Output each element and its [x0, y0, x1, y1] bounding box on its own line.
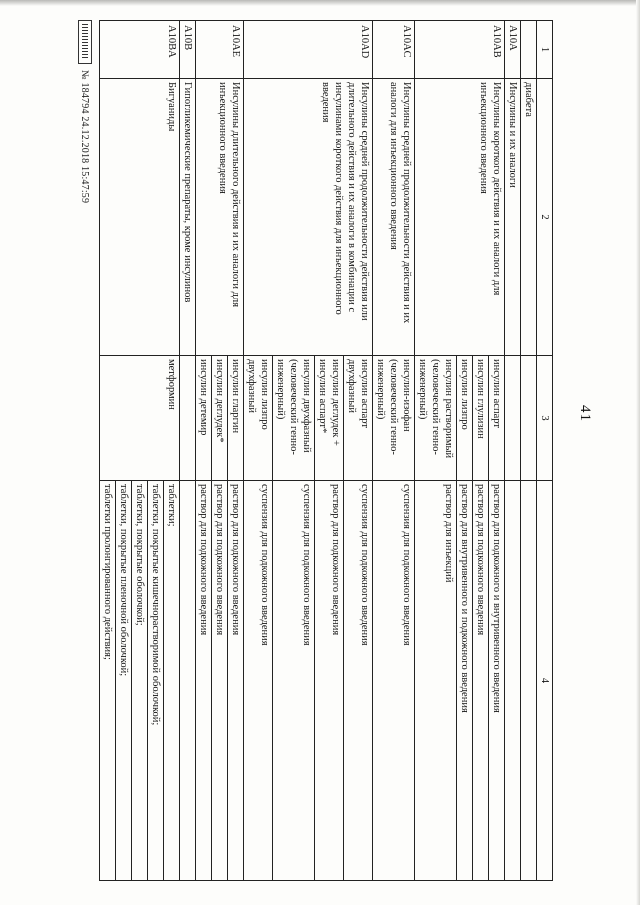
drug-name: инсулин растворимый (человеческий генно-инженерный) [415, 356, 457, 481]
dosage-form: суспензия для подкожного введения [344, 481, 373, 881]
header-col-2: 2 [537, 79, 553, 356]
dosage-form: раствор для подкожного введения [212, 481, 228, 881]
table-row [489, 21, 505, 881]
header-col-3: 3 [537, 356, 553, 481]
group-name: Гипогликемические препараты, кроме инсулинов [180, 79, 196, 356]
table-row [164, 21, 180, 881]
dosage-form: суспензия для подкожного введения [273, 481, 315, 881]
drug-name: инсулин деглудек* [212, 356, 228, 481]
group-name: Инсулины длительного действия и их аналоги для инъекционного введения [196, 79, 244, 356]
dosage-form: суспензия для подкожного введения [244, 481, 273, 881]
dosage-form: раствор для подкожного введения [228, 481, 244, 881]
group-name: диабета [521, 79, 537, 356]
dosage-form: таблетки; [164, 481, 180, 881]
header-col-4: 4 [537, 481, 553, 881]
table-row [180, 21, 196, 881]
dosage-form: раствор для подкожного введения [315, 481, 344, 881]
drug-name: инсулин аспарт [489, 356, 505, 481]
dosage-form: таблетки, покрытые оболочкой; [132, 481, 148, 881]
rotated-page [55, 20, 595, 880]
page-number: 41 [577, 405, 593, 422]
drug-name: инсулин детемир [196, 356, 212, 481]
dosage-form [180, 481, 196, 881]
dosage-form: раствор для подкожного введения [473, 481, 489, 881]
atc-code: A10AE [196, 21, 244, 79]
drug-name: инсулин гларгин [228, 356, 244, 481]
drug-name: инсулин двухфазный (человеческий генно-инженерный) [273, 356, 315, 481]
atc-code: A10A [505, 21, 521, 79]
group-name: Инсулины короткого действия и их аналоги для инъекционного введения [415, 79, 505, 356]
atc-code: A10BA [100, 21, 180, 79]
dosage-form [521, 481, 537, 881]
dosage-form: таблетки, покрытые кишечнорастворимой оболочкой; [148, 481, 164, 881]
stamp-logo [78, 20, 92, 64]
drug-name: инсулин-изофан (человеческий генно-инженерный) [373, 356, 415, 481]
dosage-form [505, 481, 521, 881]
drug-name: инсулин лизпро [457, 356, 473, 481]
dosage-form: раствор для подкожного введения [196, 481, 212, 881]
table-header-row [537, 21, 553, 881]
group-name: Инсулины и их аналоги [505, 79, 521, 356]
atc-code: A10B [180, 21, 196, 79]
group-name: Инсулины средней продолжительности действия или длительного действия и их аналоги в комбинации с инсулинами короткого действия для инъекционного введения [244, 79, 373, 356]
dosage-form: раствор для подкожного и внутривенного введения [489, 481, 505, 881]
atc-code: A10AC [373, 21, 415, 79]
dosage-form: суспензия для подкожного введения [373, 481, 415, 881]
document-stamp [78, 20, 92, 203]
atc-code [521, 21, 537, 79]
atc-code: A10AB [415, 21, 505, 79]
drug-name [180, 356, 196, 481]
header-col-1: 1 [537, 21, 553, 79]
group-name: Инсулины средней продолжительности действия и их аналоги для инъекционного введения [373, 79, 415, 356]
drug-name: инсулин лизпро двухфазный [244, 356, 273, 481]
table-row [373, 21, 415, 881]
group-name: Бигуаниды [100, 79, 180, 356]
table-row [521, 21, 537, 881]
table-row [344, 21, 373, 881]
dosage-form: раствор для внутривенного и подкожного введения [457, 481, 473, 881]
table-row [505, 21, 521, 881]
drug-table [99, 20, 553, 881]
drug-name [521, 356, 537, 481]
atc-code: A10AD [244, 21, 373, 79]
drug-name: метформин [100, 356, 180, 481]
table-row [228, 21, 244, 881]
scan-edge-right [636, 0, 640, 905]
stamp-text: № 184794 24.12.2018 15:47:59 [79, 70, 91, 204]
drug-name: инсулин деглудек + инсулин аспарт* [315, 356, 344, 481]
dosage-form: таблетки пролонгированного действия; [100, 481, 116, 881]
drug-name: инсулин аспарт двухфазный [344, 356, 373, 481]
dosage-form: раствор для инъекций [415, 481, 457, 881]
drug-name: инсулин глулизин [473, 356, 489, 481]
dosage-form: таблетки, покрытые пленочной оболочкой; [116, 481, 132, 881]
scan-edge [0, 0, 640, 6]
drug-name [505, 356, 521, 481]
